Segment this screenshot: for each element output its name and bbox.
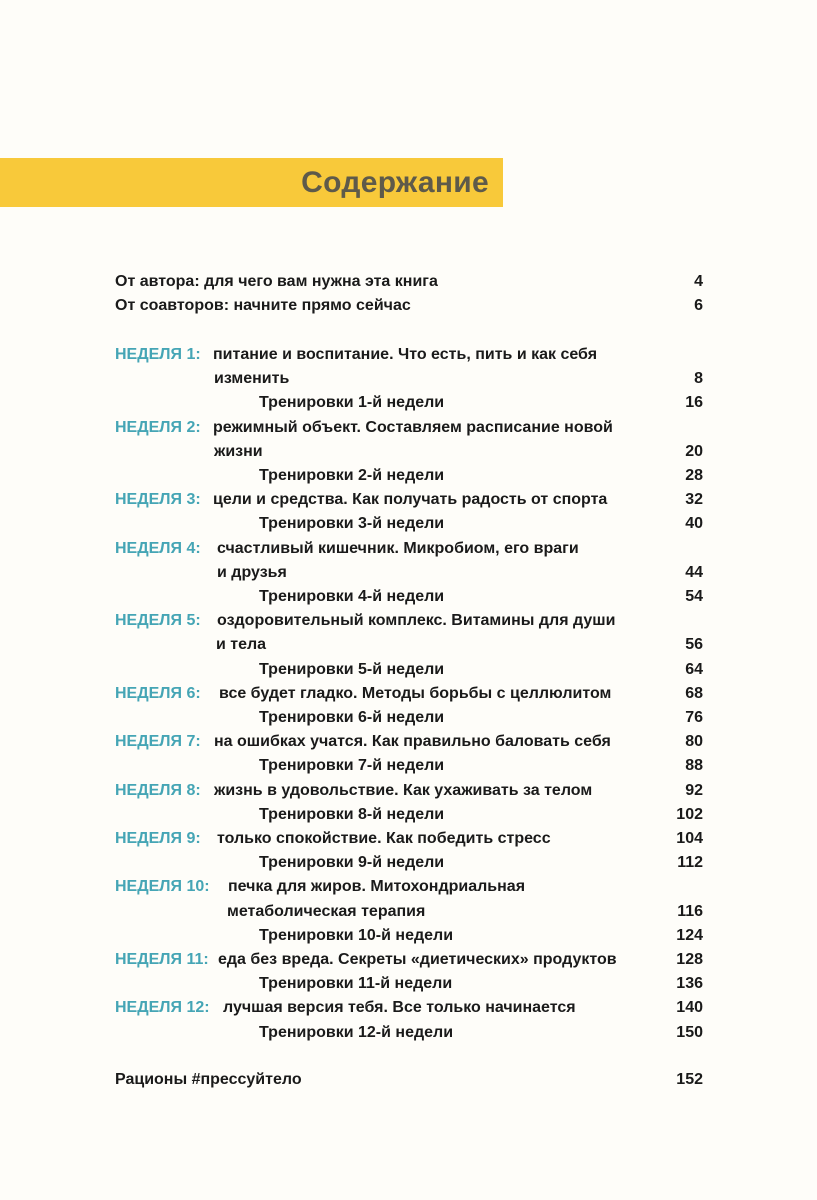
week-description: счастливый кишечник. Микробиом, его враги [217, 539, 579, 557]
week-label: НЕДЕЛЯ 9: [115, 830, 201, 847]
page-number: 68 [685, 684, 703, 702]
title-band [0, 158, 503, 207]
page-number: 128 [676, 951, 703, 968]
toc-entry-week-6[interactable] [115, 682, 703, 706]
page-number: 32 [685, 491, 703, 509]
toc-entry-training-8[interactable] [115, 803, 703, 827]
toc-entry-week-1[interactable] [115, 343, 703, 367]
toc-entry-training-11[interactable] [115, 972, 703, 996]
page-number: 136 [676, 975, 703, 993]
training-title: Тренировки 2-й недели [259, 467, 445, 484]
toc-entry-week-4-continued[interactable] [115, 561, 703, 585]
toc-entry-training-10[interactable] [115, 924, 703, 948]
training-title: Тренировки 7-й недели [259, 757, 445, 775]
page-number: 140 [676, 999, 703, 1017]
page-number: 20 [685, 442, 703, 460]
training-title: Тренировки 8-й недели [259, 805, 445, 823]
week-label: НЕДЕЛЯ 5: [115, 612, 201, 630]
week-description-continued: и друзья [217, 563, 287, 581]
week-description: все будет гладко. Методы борьбы с целлюлитом [219, 684, 612, 702]
week-label: НЕДЕЛЯ 11: [115, 951, 209, 968]
training-title: Тренировки 4-й недели [259, 588, 445, 605]
page-number: 76 [685, 709, 703, 726]
training-title: Тренировки 5-й недели [259, 660, 445, 678]
toc-entry-week-10-continued[interactable] [115, 900, 703, 924]
week-label: НЕДЕЛЯ 12: [115, 999, 210, 1017]
page-number: 54 [685, 588, 703, 605]
week-description-continued: и тела [216, 636, 267, 654]
entry-text: От соавторов: начните прямо сейчас [115, 297, 411, 314]
toc-entry-week-10[interactable] [115, 875, 703, 899]
week-label: НЕДЕЛЯ 7: [115, 733, 201, 751]
entry-text: Рационы #прессуйтело [115, 1071, 302, 1088]
page-number: 56 [685, 636, 703, 654]
toc-entry-training-2[interactable] [115, 464, 703, 488]
page-number: 112 [677, 854, 703, 872]
week-label: НЕДЕЛЯ 8: [115, 781, 201, 799]
toc-entry-week-12[interactable] [115, 996, 703, 1020]
week-description-continued: метаболическая терапия [227, 902, 426, 920]
week-description: оздоровительный комплекс. Витамины для души [217, 612, 616, 630]
week-description-continued: жизни [214, 442, 263, 460]
toc-entry-rations[interactable] [115, 1068, 703, 1092]
page-number: 104 [676, 830, 703, 847]
page-number: 44 [685, 563, 703, 581]
training-title: Тренировки 6-й недели [259, 709, 445, 726]
week-label: НЕДЕЛЯ 4: [115, 539, 201, 557]
entry-text: От автора: для чего вам нужна эта книга [115, 273, 438, 290]
week-description: только спокойствие. Как победить стресс [217, 830, 551, 847]
toc-entry-training-12[interactable] [115, 1021, 703, 1045]
page-number: 80 [685, 733, 703, 751]
toc-entry-training-6[interactable] [115, 706, 703, 730]
toc-entry-author[interactable] [115, 270, 703, 294]
toc-entry-week-11[interactable] [115, 948, 703, 972]
toc-entry-training-7[interactable] [115, 754, 703, 778]
page-number: 8 [694, 370, 703, 388]
page-number: 40 [685, 515, 703, 533]
week-label: НЕДЕЛЯ 2: [115, 418, 201, 436]
week-description: печка для жиров. Митохондриальная [228, 878, 526, 896]
page-number: 116 [677, 902, 703, 920]
toc-entry-week-7[interactable] [115, 730, 703, 754]
week-description: еда без вреда. Секреты «диетических» продуктов [218, 951, 617, 968]
toc-entry-training-4[interactable] [115, 585, 703, 609]
toc-entry-training-1[interactable] [115, 391, 703, 415]
week-description: жизнь в удовольствие. Как ухаживать за телом [214, 781, 593, 799]
week-description: режимный объект. Составляем расписание новой [213, 418, 613, 436]
training-title: Тренировки 12-й недели [259, 1023, 454, 1041]
page-number: 16 [685, 394, 703, 412]
page-number: 6 [694, 297, 703, 314]
training-title: Тренировки 1-й недели [259, 394, 445, 412]
page-number: 150 [676, 1023, 703, 1041]
toc-entry-training-5[interactable] [115, 658, 703, 682]
toc-entry-week-1-continued[interactable] [115, 367, 703, 391]
toc-entry-week-2[interactable] [115, 416, 703, 440]
toc-entry-week-2-continued[interactable] [115, 440, 703, 464]
week-description-continued: изменить [214, 370, 290, 388]
page-title: Содержание [301, 166, 489, 199]
toc-entry-week-8[interactable] [115, 779, 703, 803]
page-number: 88 [685, 757, 703, 775]
week-label: НЕДЕЛЯ 10: [115, 878, 210, 896]
week-label: НЕДЕЛЯ 1: [115, 346, 201, 363]
page-number: 124 [676, 926, 703, 944]
toc-entry-week-9[interactable] [115, 827, 703, 851]
toc-entry-week-4[interactable] [115, 537, 703, 561]
training-title: Тренировки 9-й недели [259, 854, 445, 872]
toc-entry-week-3[interactable] [115, 488, 703, 512]
training-title: Тренировки 10-й недели [259, 926, 454, 944]
toc-entry-week-5[interactable] [115, 609, 703, 633]
page-number: 64 [685, 660, 703, 678]
week-description: питание и воспитание. Что есть, пить и как себя [213, 346, 598, 363]
toc-entry-week-5-continued[interactable] [115, 633, 703, 657]
week-description: цели и средства. Как получать радость от спорта [213, 491, 608, 509]
page-number: 152 [676, 1071, 703, 1088]
week-description: на ошибках учатся. Как правильно баловать себя [214, 733, 611, 751]
toc-entry-coauthors[interactable] [115, 294, 703, 318]
toc-entry-training-3[interactable] [115, 512, 703, 536]
page-number: 102 [676, 805, 703, 823]
toc-entry-training-9[interactable] [115, 851, 703, 875]
week-label: НЕДЕЛЯ 3: [115, 491, 201, 509]
week-label: НЕДЕЛЯ 6: [115, 684, 201, 702]
page-number: 92 [685, 781, 703, 799]
training-title: Тренировки 3-й недели [259, 515, 445, 533]
week-description: лучшая версия тебя. Все только начинается [223, 999, 576, 1017]
training-title: Тренировки 11-й недели [259, 975, 453, 993]
page-number: 4 [694, 273, 703, 290]
page-number: 28 [685, 467, 703, 484]
